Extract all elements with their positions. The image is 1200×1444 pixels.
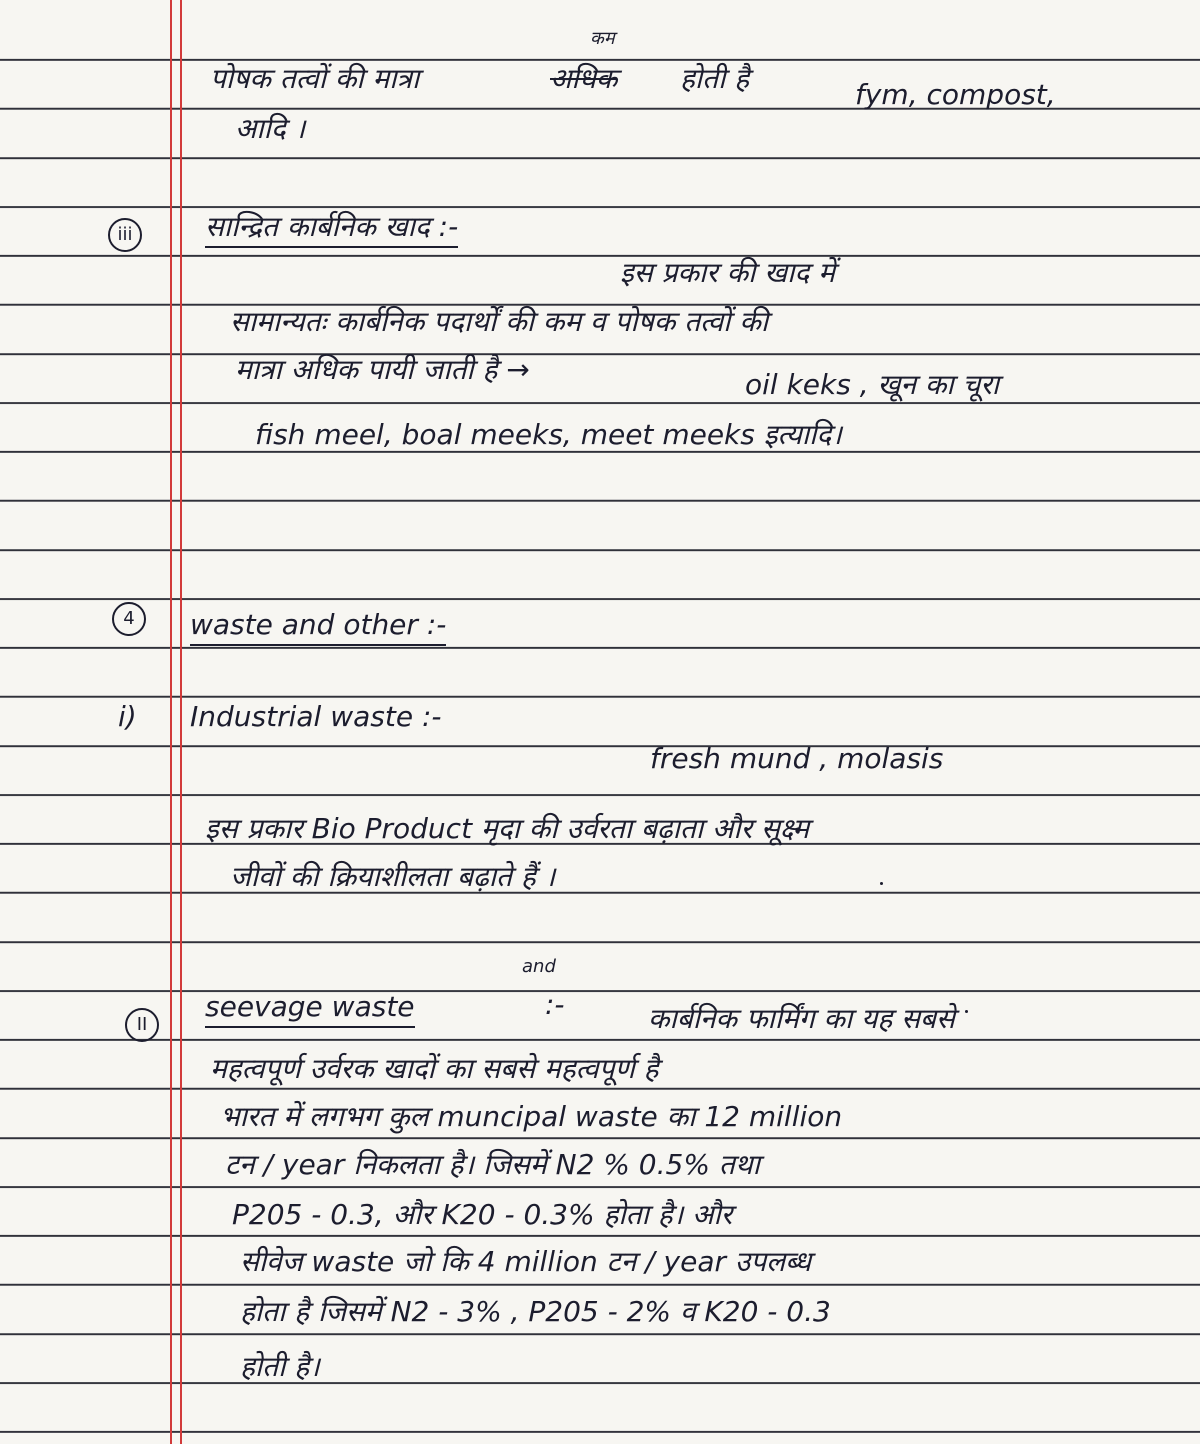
s4ii-line-6: सीवेज waste जो कि 4 million टन / year उपलब्ध: [240, 1245, 812, 1278]
struck-word: अधिक: [550, 62, 618, 95]
section-heading-waste: waste and other :-: [190, 608, 446, 646]
s2-line-4: fish meel, boal meeks, meet meeks इत्यादि।: [255, 418, 842, 451]
s4ii-line-4: टन / year निकलता है। जिसमें N2 % 0.5% तथा: [225, 1148, 760, 1181]
s2-line-3a: मात्रा अधिक पायी जाती है →: [235, 353, 530, 386]
sewage-colon: :-: [545, 988, 565, 1021]
s2-line-3b: oil keks , खून का चूरा: [745, 368, 1000, 401]
note-line-1a: पोषक तत्वों की मात्रा: [210, 62, 420, 95]
subsection-heading-sewage: seevage waste: [205, 990, 415, 1028]
subsection-number-i: i): [118, 700, 137, 733]
s4i-line-1: fresh mund , molasis: [650, 742, 944, 775]
s4i-line-2: इस प्रकार Bio Product मृदा की उर्वरता बढ़ाता और सूक्ष्म: [205, 812, 810, 845]
section-number-4: 4: [112, 602, 146, 636]
insert-word-kam: कम: [590, 28, 615, 49]
subsection-number-ii: II: [125, 1008, 159, 1042]
s4ii-line-8: होती है।: [240, 1350, 320, 1383]
stray-mark: [965, 1010, 968, 1013]
note-line-1b: होती है: [680, 62, 750, 95]
s4ii-line-7: होता है जिसमें N2 - 3% , P205 - 2% व K20 - 0.3: [240, 1295, 831, 1328]
s2-line-1: इस प्रकार की खाद में: [620, 256, 835, 289]
margin-line-left: [170, 0, 172, 1444]
s4ii-line-3: भारत में लगभग कुल muncipal waste का 12 million: [220, 1100, 843, 1133]
subsection-heading-industrial: Industrial waste :-: [190, 700, 442, 733]
stray-mark: [880, 882, 883, 885]
s4ii-line-1: कार्बनिक फार्मिंग का यह सबसे: [648, 1002, 955, 1035]
note-line-2: आदि ।: [235, 112, 306, 145]
s4ii-line-2: महत्वपूर्ण उर्वरक खादों का सबसे महत्वपूर्ण है: [210, 1052, 659, 1085]
s4i-line-3: जीवों की क्रियाशीलता बढ़ाते हैं ।: [230, 860, 556, 893]
s4ii-line-5: P205 - 0.3, और K20 - 0.3% होता है। और: [232, 1198, 733, 1231]
note-line-1c: fym, compost,: [855, 78, 1056, 111]
s2-line-2: सामान्यतः कार्बनिक पदार्थों की कम व पोषक तत्वों की: [230, 305, 769, 338]
margin-line-right: [180, 0, 182, 1444]
section-heading-concentrated: सान्द्रित कार्बनिक खाद :-: [205, 210, 458, 248]
section-number-iii: iii: [108, 218, 142, 252]
insert-word-and: and: [522, 956, 556, 977]
